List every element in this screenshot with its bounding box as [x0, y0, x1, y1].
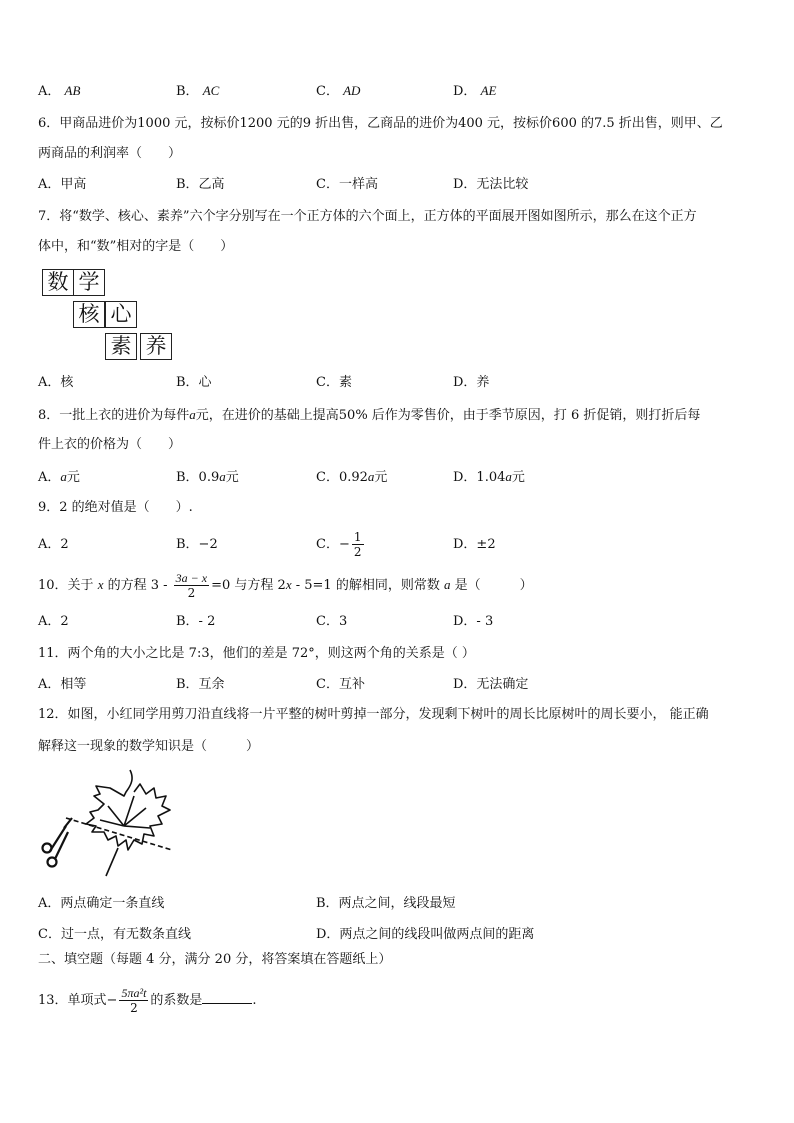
- q8-option-c: C．0.92a元: [316, 469, 388, 485]
- net-cell-6: 养: [140, 333, 172, 360]
- q9-option-b: B．−2: [176, 537, 218, 552]
- q11-option-d: D．无法确定: [453, 677, 529, 692]
- q8-stem-line1: 8．一批上衣的进价为每件a元，在进价的基础上提高50% 后作为零售价，由于季节原因，打 6 折促销，则打折后每: [38, 407, 701, 423]
- leaf-icon: [86, 770, 170, 876]
- section-2-heading: 二、填空题（每题 4 分，满分 20 分，将答案填在答题纸上）: [38, 952, 392, 967]
- q9-option-d: D．±2: [453, 537, 496, 552]
- q7-stem-line2: 体中，和“数”相对的字是（ ）: [38, 239, 234, 254]
- q9-option-a: A．2: [38, 537, 69, 552]
- scissors-icon: [43, 818, 73, 867]
- q8-option-b: B．0.9a元: [176, 469, 239, 485]
- q8-stem-line2: 件上衣的价格为（ ）: [38, 437, 182, 452]
- q6-option-c: C．一样高: [316, 177, 378, 192]
- q5-option-a: A． AB: [38, 83, 81, 99]
- net-cell-2: 学: [73, 269, 105, 296]
- q7-option-d: D．养: [453, 375, 490, 390]
- q11-option-a: A．相等: [38, 677, 87, 692]
- fraction: $\frac{\text{5πa²t}}{2}$: [121, 986, 147, 1015]
- q12-stem-line2: 解释这一现象的数学知识是（ ）: [38, 739, 260, 754]
- q6-option-d: D．无法比较: [453, 177, 529, 192]
- fraction: $\frac{1}{2}$: [353, 530, 362, 559]
- q5-option-d: D． AE: [453, 83, 497, 99]
- net-cell-4: 心: [105, 301, 137, 328]
- q13-stem: 13．单项式− $\frac{\text{5πa²t}}{2}$ 的系数是 .: [38, 986, 257, 1015]
- q7-option-a: A．核: [38, 375, 74, 390]
- q6-stem-line2: 两商品的利润率（ ）: [38, 146, 182, 161]
- q7-stem-line1: 7．将“数学、核心、素养”六个字分别写在一个正方体的六个面上，正方体的平面展开图如图所示，那么在这个正方: [38, 209, 697, 224]
- q5-option-c: C． AD: [316, 83, 361, 99]
- q11-stem: 11．两个角的大小之比是 7:3，他们的差是 72°，则这两个角的关系是（ ）: [38, 646, 475, 661]
- q9-option-c: C．− $\frac{1}{2}$: [316, 530, 362, 559]
- answer-blank[interactable]: [202, 991, 252, 1004]
- q7-option-c: C．素: [316, 375, 352, 390]
- q11-option-b: B．互余: [176, 677, 225, 692]
- q6-stem-line1: 6．甲商品进价为1000 元，按标价1200 元的9 折出售，乙商品的进价为400 元，按标价600 的7.5 折出售，则甲、乙: [38, 116, 723, 131]
- q10-option-a: A．2: [38, 614, 69, 629]
- net-cell-3: 核: [73, 301, 105, 328]
- q7-option-b: B．心: [176, 375, 212, 390]
- q11-option-c: C．互补: [316, 677, 365, 692]
- q6-option-b: B．乙高: [176, 177, 225, 192]
- net-cell-1: 数: [42, 269, 74, 296]
- q5-option-b: B． AC: [176, 83, 220, 99]
- net-cell-5: 素: [105, 333, 137, 360]
- q8-option-d: D．1.04a元: [453, 469, 525, 485]
- q12-option-a: A．两点确定一条直线: [38, 896, 165, 911]
- q12-stem-line1: 12．如图，小红同学用剪刀沿直线将一片平整的树叶剪掉一部分，发现剩下树叶的周长比原树叶的周长要小， 能正确: [38, 707, 709, 722]
- q12-option-c: C．过一点，有无数条直线: [38, 927, 191, 942]
- q12-option-d: D．两点之间的线段叫做两点间的距离: [316, 927, 535, 942]
- q10-option-b: B．- 2: [176, 614, 216, 629]
- q8-option-a: A．a元: [38, 469, 80, 485]
- q10-option-d: D．- 3: [453, 614, 494, 629]
- leaf-scissors-figure: [38, 766, 184, 888]
- q10-stem: 10．关于 x 的方程 3 - $\frac{3a - x}{2}$ =0 与方程 2x - 5=1 的解相同，则常数 a 是（ ）: [38, 571, 533, 600]
- fraction: $\frac{3a - x}{2}$: [175, 571, 208, 600]
- q9-stem: 9．2 的绝对值是（ ）.: [38, 500, 193, 515]
- q10-option-c: C．3: [316, 614, 348, 629]
- q6-option-a: A．甲高: [38, 177, 87, 192]
- q12-option-b: B．两点之间，线段最短: [316, 896, 456, 911]
